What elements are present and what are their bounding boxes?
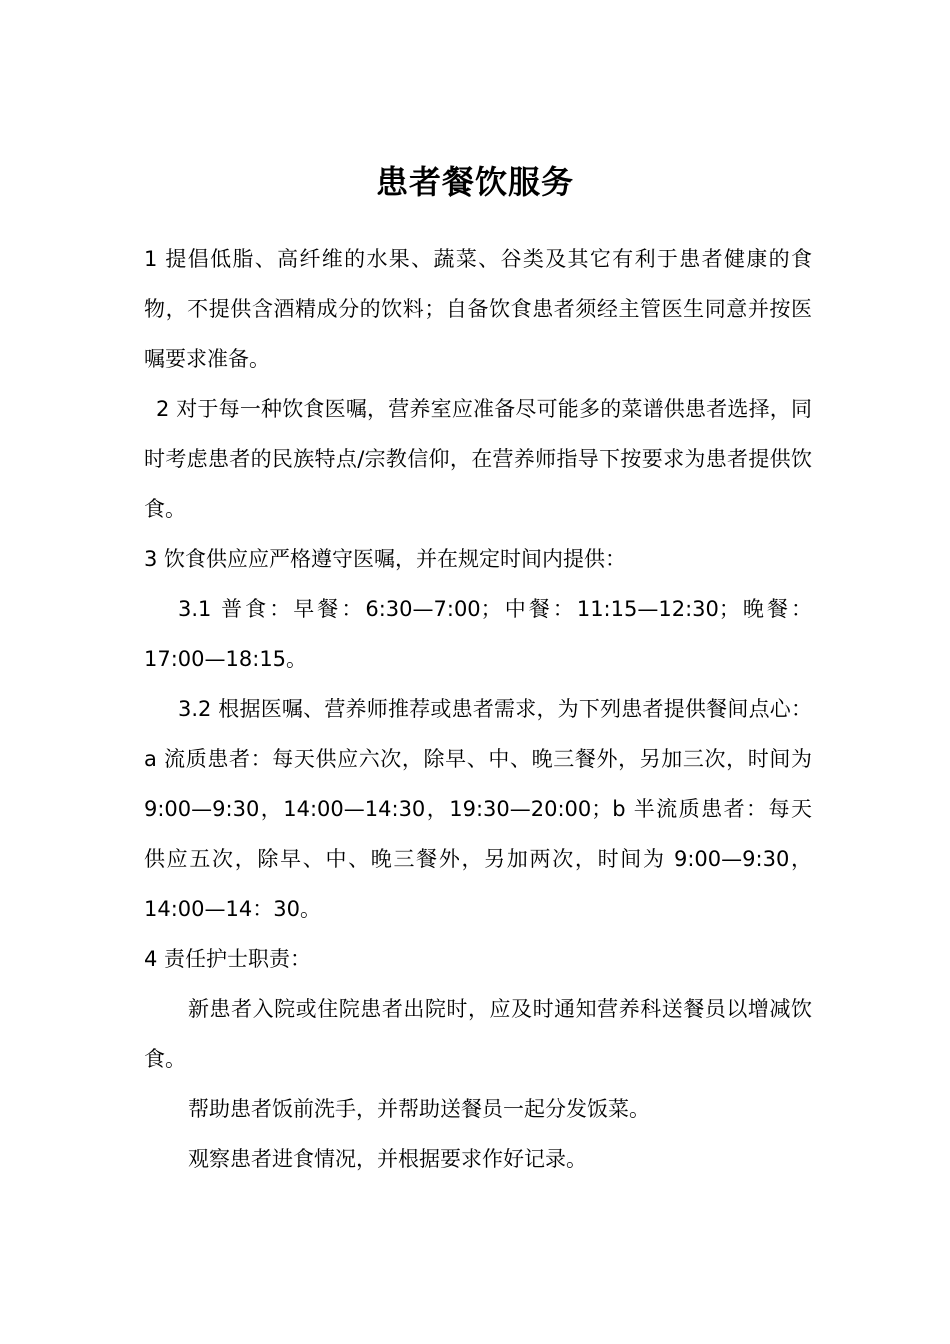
paragraph-4-c: 观察患者进食情况，并根据要求作好记录。	[188, 1147, 587, 1171]
paragraph-1: 1 提倡低脂、高纤维的水果、蔬菜、谷类及其它有利于患者健康的食物，不提供含酒精成分的饮料；自备饮食患者须经主管医生同意并按医嘱要求准备。	[144, 247, 812, 371]
paragraph-3-1: 3.1 普食：早餐：6:30—7:00；中餐：11:15—12:30；晚餐：17:00—18:15。	[144, 597, 812, 671]
paragraph-4: 4 责任护士职责：	[144, 947, 312, 971]
paragraph-4-a: 新患者入院或住院患者出院时，应及时通知营养科送餐员以增减饮食。	[144, 997, 812, 1071]
paragraph-2: 2 对于每一种饮食医嘱，营养室应准备尽可能多的菜谱供患者选择，同时考虑患者的民族特点/宗教信仰，在营养师指导下按要求为患者提供饮食。	[144, 397, 812, 521]
document-body	[144, 234, 812, 1184]
paragraph-3-2: 3.2 根据医嘱、营养师推荐或患者需求，为下列患者提供餐间点心： a 流质患者：每天供应六次，除早、中、晚三餐外，另加三次，时间为 9:00—9:30，14:00—14:30，19:30—20:00；b 半流质患者：每天供应五次，除早、中、晚三餐外，另加两次，时间为 9:00—9:30，14:00—14：30。	[144, 697, 812, 921]
paragraph-3: 3 饮食供应应严格遵守医嘱，并在规定时间内提供：	[144, 547, 627, 571]
document-title: 患者餐饮服务	[375, 163, 574, 201]
paragraph-4-b: 帮助患者饭前洗手，并帮助送餐员一起分发饭菜。	[188, 1097, 650, 1121]
